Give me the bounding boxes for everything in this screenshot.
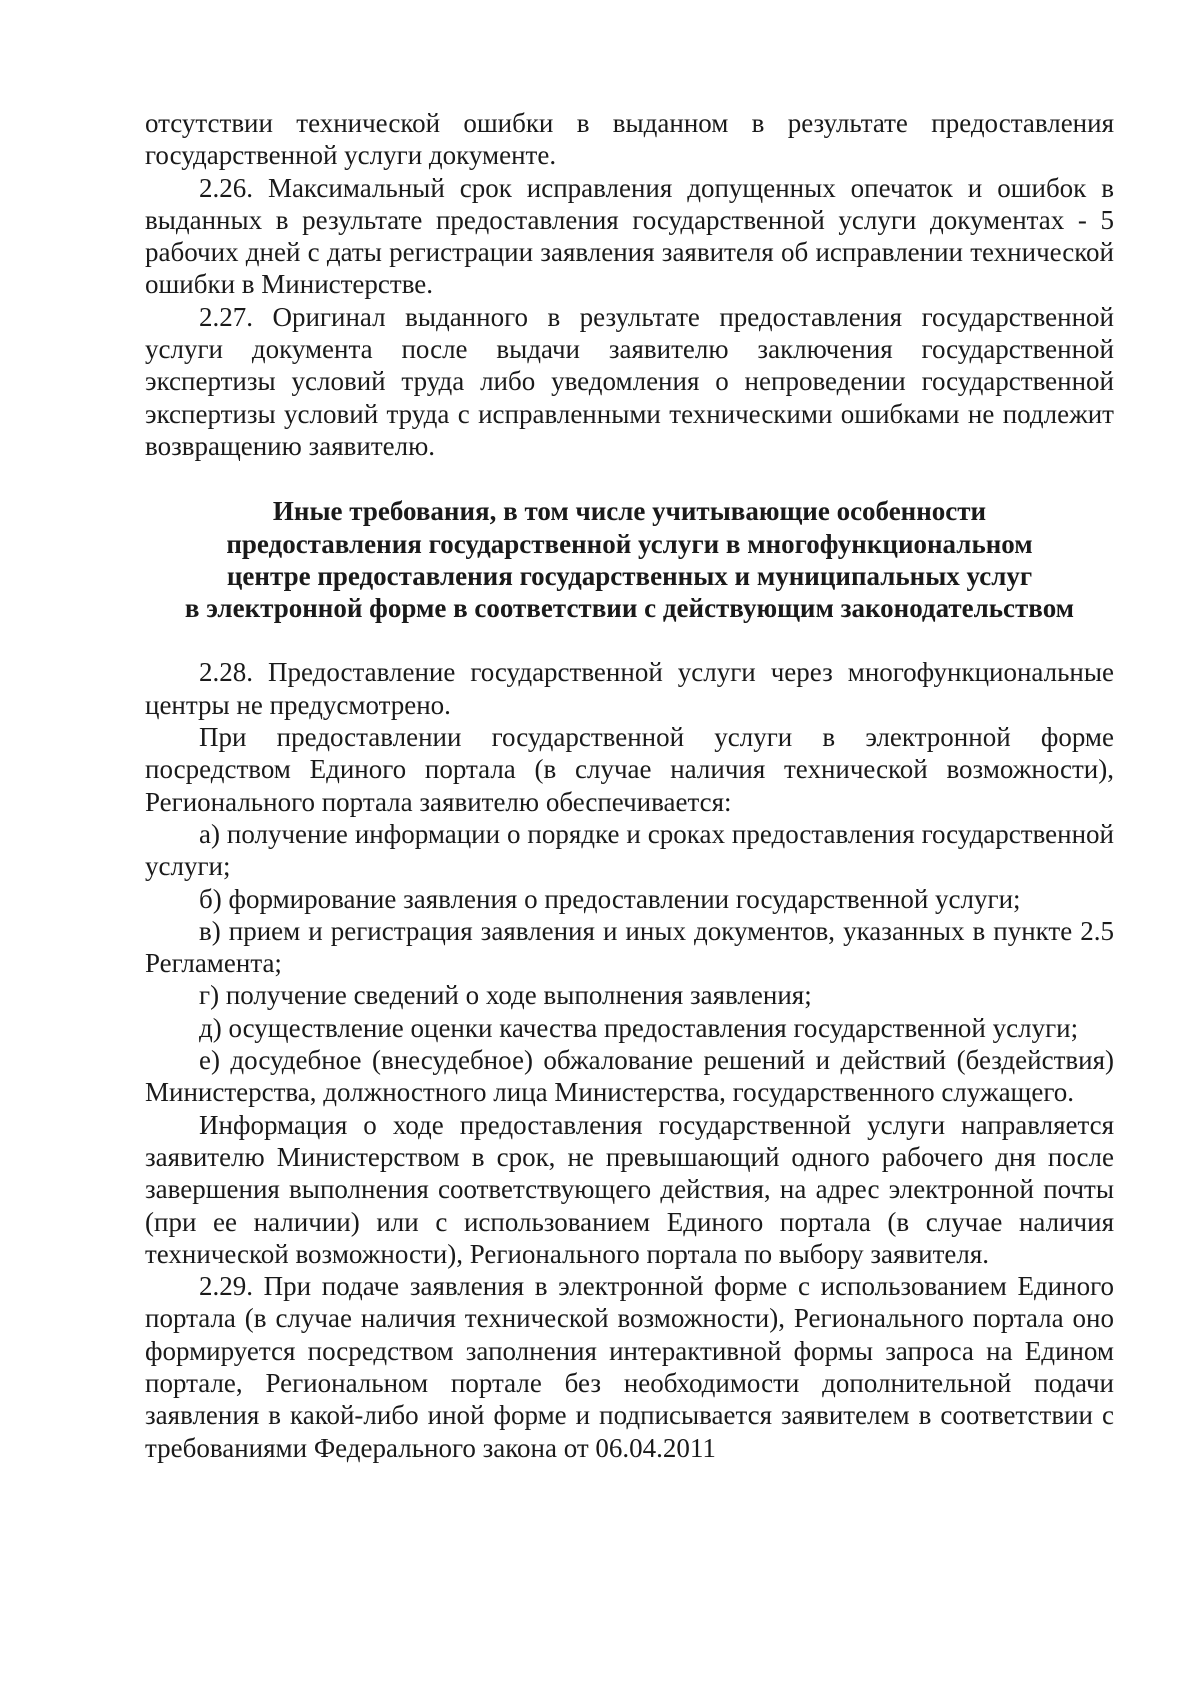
paragraph-2-28: 2.28. Предоставление государственной услуги через многофункциональные центры не предусмотрено. (145, 657, 1114, 720)
paragraph-2-26: 2.26. Максимальный срок исправления допущенных опечаток и ошибок в выданных в результате предоставления государственной услуги документах - 5 рабочих дней с даты регистрации заявления заявителя об исправлении технической ошибки в Министерстве. (145, 172, 1114, 300)
paragraph-continuation: отсутствии технической ошибки в выданном в результате предоставления государственной услуги документе. (145, 108, 1114, 171)
paragraph-2-27: 2.27. Оригинал выданного в результате предоставления государственной услуги документа после выдачи заявителю заключения государственной экспертизы условий труда либо уведомления о непроведении государственной экспертизы условий труда с исправленными техническими ошибками не подлежит возвращению заявителю. (145, 301, 1114, 461)
document-page (145, 107, 1114, 1464)
section-heading-line: в электронной форме в соответствии с действующим законодательством (184, 593, 1075, 624)
list-item-d: д) осуществление оценки качества предоставления государственной услуги; (199, 1012, 1079, 1043)
section-heading-line: предоставления государственной услуги в многофункциональном (226, 528, 1033, 559)
list-item-a: а) получение информации о порядке и сроках предоставления государственной услуги; (145, 818, 1114, 882)
section-heading-line: центре предоставления государственных и муниципальных услуг (226, 560, 1033, 591)
list-item-b: б) формирование заявления о предоставлении государственной услуги; (199, 883, 1021, 914)
section-heading (145, 495, 1114, 624)
list-item-e: е) досудебное (внесудебное) обжалование решений и действий (бездействия) Министерства, должностного лица Министерства, государственного служащего. (145, 1045, 1114, 1108)
paragraph-electronic-form: При предоставлении государственной услуги в электронной форме посредством Единого портала (в случае наличия технической возможности), Регионального портала заявителю обеспечивается: (145, 722, 1114, 817)
section-heading-line: Иные требования, в том числе учитывающие особенности (272, 496, 987, 527)
list-item-v: в) прием и регистрация заявления и иных документов, указанных в пункте 2.5 Регламента; (145, 915, 1114, 979)
paragraph-info-progress: Информация о ходе предоставления государственной услуги направляется заявителю Министерством в срок, не превышающий одного рабочего дня после завершения выполнения соответствующего действия, на адрес электронной почты (при ее наличии) или с использованием Единого портала (в случае наличия технической возможности), Регионального портала по выбору заявителя. (145, 1109, 1114, 1269)
list-item-g: г) получение сведений о ходе выполнения заявления; (199, 980, 812, 1011)
paragraph-2-29: 2.29. При подаче заявления в электронной форме с использованием Единого портала (в случае наличия технической возможности), Регионального портала оно формируется посредством заполнения интерактивной формы запроса на Едином портале, Региональном портале без необходимости дополнительной подачи заявления в какой-либо иной форме и подписывается заявителем в соответствии с требованиями Федерального закона от 06.04.2011 (145, 1271, 1114, 1463)
